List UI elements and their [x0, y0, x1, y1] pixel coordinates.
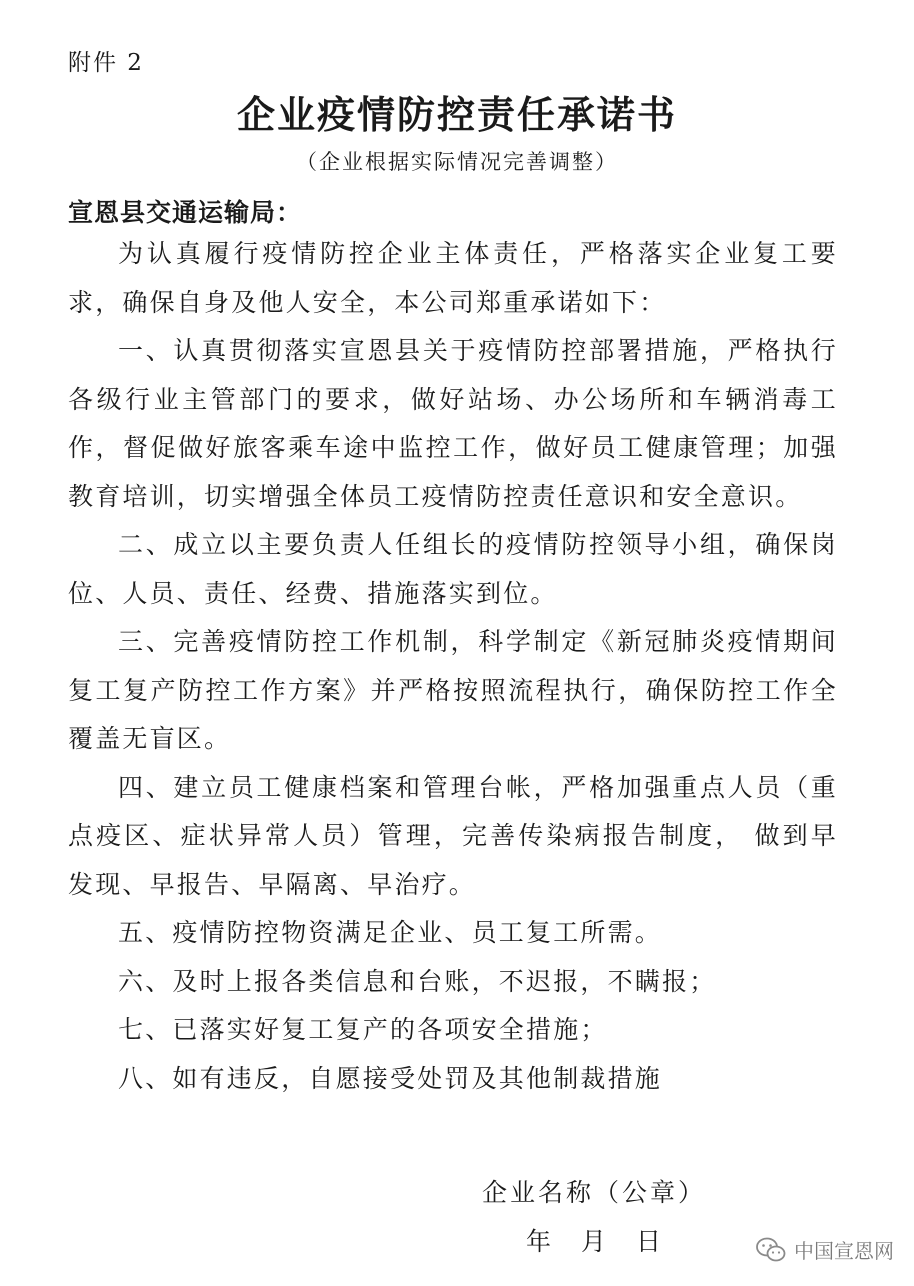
paragraph-item-4: 四、建立员工健康档案和管理台帐，严格加强重点人员（重点疫区、症状异常人员）管理，完善传染病报告制度， 做到早发现、早报告、早隔离、早治疗。 [68, 772, 838, 899]
document-title: 企业疫情防控责任承诺书 [236, 92, 677, 137]
signature-line: 企业名称（公章） [482, 1178, 707, 1207]
date-year: 年 [526, 1227, 552, 1256]
paragraph-item-6: 六、及时上报各类信息和台账，不迟报，不瞒报； [118, 966, 717, 996]
paragraph-item-7: 七、已落实好复工复产的各项安全措施； [118, 1015, 608, 1044]
paragraph-item-8: 八、如有违反，自愿接受处罚及其他制裁措施 [118, 1063, 663, 1093]
attachment-label: 附件 2 [68, 50, 144, 76]
paragraph-item-3: 三、完善疫情防控工作机制，科学制定《新冠肺炎疫情期间复工复产防控工作方案》并严格按照流程执行，确保防控工作全覆盖无盲区。 [68, 627, 838, 753]
date-line [526, 1222, 661, 1258]
watermark [756, 1235, 894, 1264]
paragraph-intro: 为认真履行疫情防控企业主体责任，严格落实企业复工要求，确保自身及他人安全，本公司郑重承诺如下： [68, 239, 838, 317]
watermark-text: 中国宣恩网 [794, 1239, 894, 1263]
paragraph-item-1: 一、认真贯彻落实宣恩县关于疫情防控部署措施，严格执行各级行业主管部门的要求，做好站场、办公场所和车辆消毒工作，督促做好旅客乘车途中监控工作，做好员工健康管理；加强教育培训，切实增强全体员工疫情防控责任意识和安全意识。 [68, 336, 838, 511]
document-subtitle: （企业根据实际情况完善调整） [296, 150, 618, 174]
document-body [68, 230, 838, 1103]
addressee: 宣恩县交通运输局： [68, 198, 303, 227]
paragraph-item-5: 五、疫情防控物资满足企业、员工复工所需。 [118, 918, 663, 947]
wechat-icon [756, 1237, 786, 1263]
paragraph-item-2: 二、成立以主要负责人任组长的疫情防控领导小组，确保岗位、人员、责任、经费、措施落实到位。 [68, 530, 838, 608]
date-day: 日 [636, 1227, 662, 1256]
date-month: 月 [581, 1227, 607, 1256]
